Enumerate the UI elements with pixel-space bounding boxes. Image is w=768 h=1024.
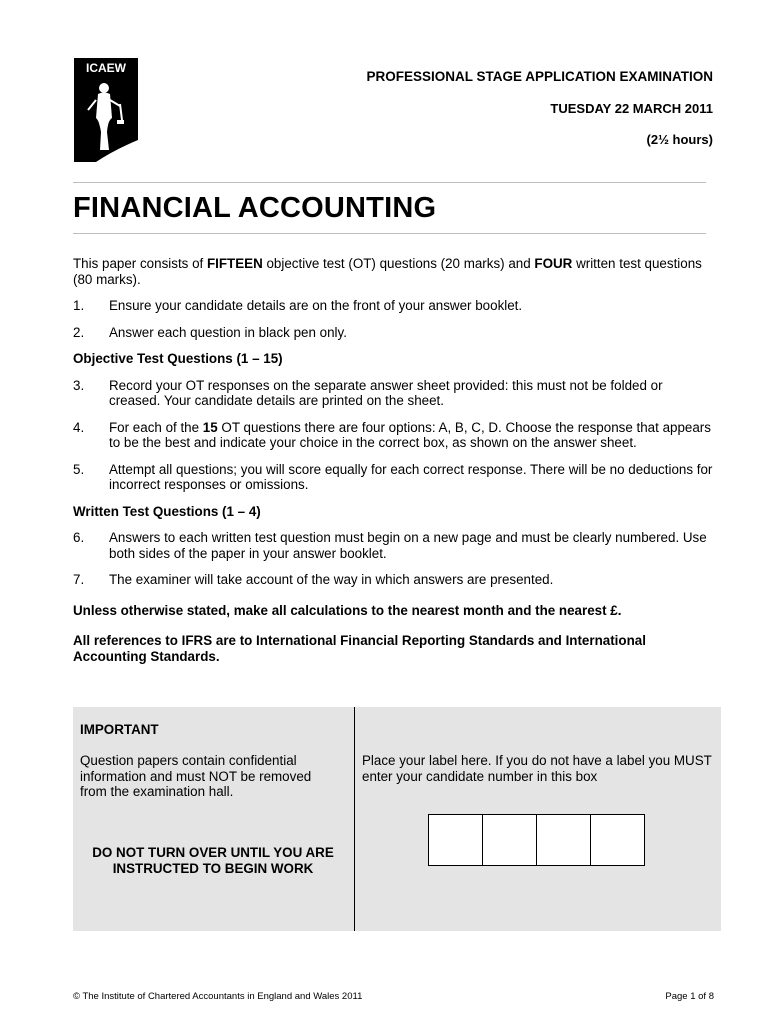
instruction-item-6 [73,530,713,561]
section-heading-wt: Written Test Questions (1 – 4) [73,503,261,519]
exam-duration: (2½ hours) [646,132,713,147]
item-number: 7. [73,572,85,587]
candidate-number-cell-3[interactable] [536,814,591,866]
item-number: 1. [73,298,85,313]
item-number: 6. [73,530,85,545]
calculation-note: Unless otherwise stated, make all calculations to the nearest month and the nearest £. [73,602,622,618]
instruction-item-5 [73,462,713,493]
item-number: 3. [73,377,85,393]
item-text-bold: 15 [202,419,218,435]
item-text: Attempt all questions; you will score equally for each correct response. There will be no deductions for incorrect responses or omissions. [109,461,713,492]
item-text: Answers to each written test question must begin on a new page and must be clearly numbered. Use both sides of the paper in your answer booklet. [109,530,707,561]
item-text-part: OT questions there are four options: A, B, C, D. Choose the response that appears to be the best and indicate your choice in the correct box, as shown on the answer sheet. [109,419,711,450]
intro-text-2: objective test (OT) questions (20 marks) and [262,256,535,271]
candidate-number-cell-4[interactable] [590,814,645,866]
instruction-item-1 [73,298,713,314]
divider-bottom [73,233,706,234]
important-box [73,707,721,931]
important-heading: IMPORTANT [80,722,159,737]
instructions [73,256,713,679]
instruction-item-3 [73,378,713,409]
ifrs-note: All references to IFRS are to International Financial Reporting Standards and International Accounting Standards. [73,633,646,664]
exam-name: PROFESSIONAL STAGE APPLICATION EXAMINATION [366,69,713,84]
item-text: Ensure your candidate details are on the front of your answer booklet. [109,298,523,313]
item-text [109,420,713,451]
instruction-item-2 [73,325,713,341]
candidate-number-cell-2[interactable] [482,814,537,866]
item-text: The examiner will take account of the way in which answers are presented. [109,572,554,587]
logo-text: ICAEW [86,61,126,75]
instruction-item-7 [73,572,713,588]
do-not-turn-notice: DO NOT TURN OVER UNTIL YOU ARE INSTRUCTED TO BEGIN WORK [92,845,334,876]
box-divider [354,707,355,931]
candidate-number-box [428,814,645,866]
item-number: 4. [73,419,85,435]
intro-paragraph [73,256,713,287]
icaew-logo [74,58,138,162]
intro-text-1: This paper consists of [73,256,207,271]
divider-top [73,182,706,183]
intro-bold-2: FOUR [534,256,573,271]
footer-page-number: Page 1 of 8 [665,991,714,1002]
candidate-number-cell-1[interactable] [428,814,483,866]
item-text: Record your OT responses on the separate answer sheet provided: this must not be folded or creased. Your candidate details are printed on the sheet. [109,377,663,408]
label-instruction: Place your label here. If you do not have a label you MUST enter your candidate number in this box [362,753,712,784]
section-heading-ot: Objective Test Questions (1 – 15) [73,351,283,366]
exam-date: TUESDAY 22 MARCH 2011 [550,101,713,116]
item-number: 5. [73,461,85,477]
intro-bold-1: FIFTEEN [206,256,263,271]
item-text-part: For each of the [109,419,203,435]
footer-copyright: © The Institute of Chartered Accountants in England and Wales 2011 [73,991,363,1002]
page-title: FINANCIAL ACCOUNTING [73,192,437,224]
intro-text-3: written test questions (80 marks). [73,256,702,287]
confidential-notice: Question papers contain confidential information and must NOT be removed from the examination hall. [80,753,312,799]
item-text: Answer each question in black pen only. [109,324,347,340]
item-number: 2. [73,324,85,340]
instruction-item-4 [73,420,713,451]
